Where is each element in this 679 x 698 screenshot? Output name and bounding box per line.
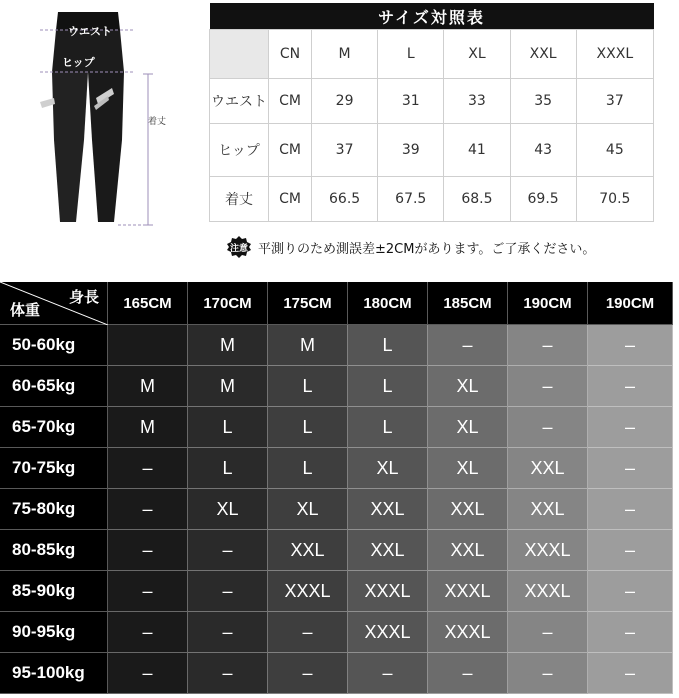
size-cell: –: [508, 407, 588, 448]
height-header: 170CM: [188, 282, 268, 325]
size-cell: XXL: [508, 448, 588, 489]
size-cell: –: [508, 653, 588, 694]
size-cell: –: [588, 612, 673, 653]
size-cell: –: [588, 530, 673, 571]
weight-label: 90-95kg: [0, 612, 108, 653]
caution-badge-icon: [226, 235, 252, 259]
size-table-title: サイズ対照表: [210, 3, 654, 30]
size-cell: –: [508, 612, 588, 653]
size-cell: XXXL: [508, 530, 588, 571]
length-label: 着丈: [148, 117, 167, 127]
size-cell: XXXL: [428, 612, 508, 653]
size-cell: XL: [188, 489, 268, 530]
size-cell: –: [428, 653, 508, 694]
size-cell: –: [588, 325, 673, 366]
hip-label: ヒップ: [62, 56, 95, 69]
weight-label: 80-85kg: [0, 530, 108, 571]
size-cell: –: [508, 325, 588, 366]
row-label-waist: ウエスト: [210, 79, 269, 124]
size-header: L: [378, 30, 444, 79]
size-cell: –: [348, 653, 428, 694]
size-cell: –: [588, 407, 673, 448]
table-cell: 33: [444, 79, 510, 124]
size-cell: L: [188, 448, 268, 489]
row-label-length: 着丈: [210, 177, 269, 222]
table-cell: 68.5: [444, 177, 510, 222]
weight-label: 50-60kg: [0, 325, 108, 366]
size-header: XXXL: [576, 30, 653, 79]
height-header: 190CM: [508, 282, 588, 325]
size-cell: –: [108, 571, 188, 612]
note-text: 平測りのため測誤差±2CMがあります。ご了承ください。: [258, 241, 596, 257]
size-cell: –: [268, 653, 348, 694]
size-cell: L: [268, 366, 348, 407]
size-cell: XXL: [428, 489, 508, 530]
table-cell: 37: [576, 79, 653, 124]
size-cell: XL: [348, 448, 428, 489]
corner-weight-label: 体重: [10, 302, 41, 319]
table-cell: 41: [444, 124, 510, 177]
height-weight-size-chart: [0, 282, 679, 698]
table-cell: 66.5: [312, 177, 378, 222]
size-cell: –: [508, 366, 588, 407]
size-cell: XXL: [348, 489, 428, 530]
size-cell: –: [188, 653, 268, 694]
table-cell: 35: [510, 79, 576, 124]
table-cell: 31: [378, 79, 444, 124]
caution-badge-text: 注意: [229, 244, 249, 254]
size-cell: XXXL: [348, 571, 428, 612]
table-corner: [210, 30, 269, 79]
weight-label: 60-65kg: [0, 366, 108, 407]
height-header: 180CM: [348, 282, 428, 325]
table-cell: 70.5: [576, 177, 653, 222]
size-cell: –: [108, 448, 188, 489]
size-cell: XL: [428, 407, 508, 448]
size-header: XL: [444, 30, 510, 79]
size-cell: M: [268, 325, 348, 366]
size-cell: XXXL: [508, 571, 588, 612]
row-unit: CM: [269, 177, 312, 222]
size-cell: M: [108, 366, 188, 407]
table-cell: 69.5: [510, 177, 576, 222]
size-cell: –: [108, 653, 188, 694]
row-unit: CM: [269, 79, 312, 124]
size-cell: –: [588, 448, 673, 489]
size-cell: –: [108, 612, 188, 653]
row-label-hip: ヒップ: [210, 124, 269, 177]
size-cell: –: [588, 489, 673, 530]
unit-header: CN: [269, 30, 312, 79]
chart-corner-cell: [0, 282, 108, 325]
size-cell: XL: [428, 448, 508, 489]
size-cell: XXL: [268, 530, 348, 571]
size-cell: –: [108, 489, 188, 530]
table-cell: 43: [510, 124, 576, 177]
size-cell: M: [188, 325, 268, 366]
waist-label: ウエスト: [68, 25, 112, 38]
size-cell: XXXL: [348, 612, 428, 653]
size-cell: XXL: [348, 530, 428, 571]
size-cell: –: [588, 571, 673, 612]
size-cell: XXXL: [428, 571, 508, 612]
size-cell: M: [108, 407, 188, 448]
table-cell: 67.5: [378, 177, 444, 222]
size-cell: –: [588, 366, 673, 407]
weight-label: 65-70kg: [0, 407, 108, 448]
size-header: M: [312, 30, 378, 79]
size-cell: XXXL: [268, 571, 348, 612]
table-cell: 39: [378, 124, 444, 177]
size-cell: M: [188, 366, 268, 407]
table-cell: 37: [312, 124, 378, 177]
size-cell: [108, 325, 188, 366]
table-cell: 29: [312, 79, 378, 124]
size-cell: –: [588, 653, 673, 694]
size-cell: –: [268, 612, 348, 653]
size-cell: L: [348, 366, 428, 407]
size-cell: –: [188, 612, 268, 653]
size-chart-grid: [0, 282, 673, 694]
table-cell: 45: [576, 124, 653, 177]
size-cell: –: [108, 530, 188, 571]
weight-label: 75-80kg: [0, 489, 108, 530]
height-header: 185CM: [428, 282, 508, 325]
size-cell: –: [188, 530, 268, 571]
size-header: XXL: [510, 30, 576, 79]
size-comparison-table: [209, 3, 654, 222]
pants-product-image: [0, 0, 205, 240]
weight-label: 85-90kg: [0, 571, 108, 612]
weight-label: 70-75kg: [0, 448, 108, 489]
size-cell: XXL: [428, 530, 508, 571]
size-cell: XL: [268, 489, 348, 530]
size-cell: –: [428, 325, 508, 366]
size-cell: L: [268, 407, 348, 448]
size-cell: L: [268, 448, 348, 489]
size-cell: –: [188, 571, 268, 612]
measurement-note: [226, 235, 595, 259]
size-cell: L: [188, 407, 268, 448]
weight-label: 95-100kg: [0, 653, 108, 694]
height-header: 165CM: [108, 282, 188, 325]
size-cell: XXL: [508, 489, 588, 530]
size-cell: L: [348, 325, 428, 366]
height-header: 175CM: [268, 282, 348, 325]
size-cell: XL: [428, 366, 508, 407]
height-header: 190CM: [588, 282, 673, 325]
size-cell: L: [348, 407, 428, 448]
corner-height-label: 身長: [68, 289, 99, 306]
row-unit: CM: [269, 124, 312, 177]
